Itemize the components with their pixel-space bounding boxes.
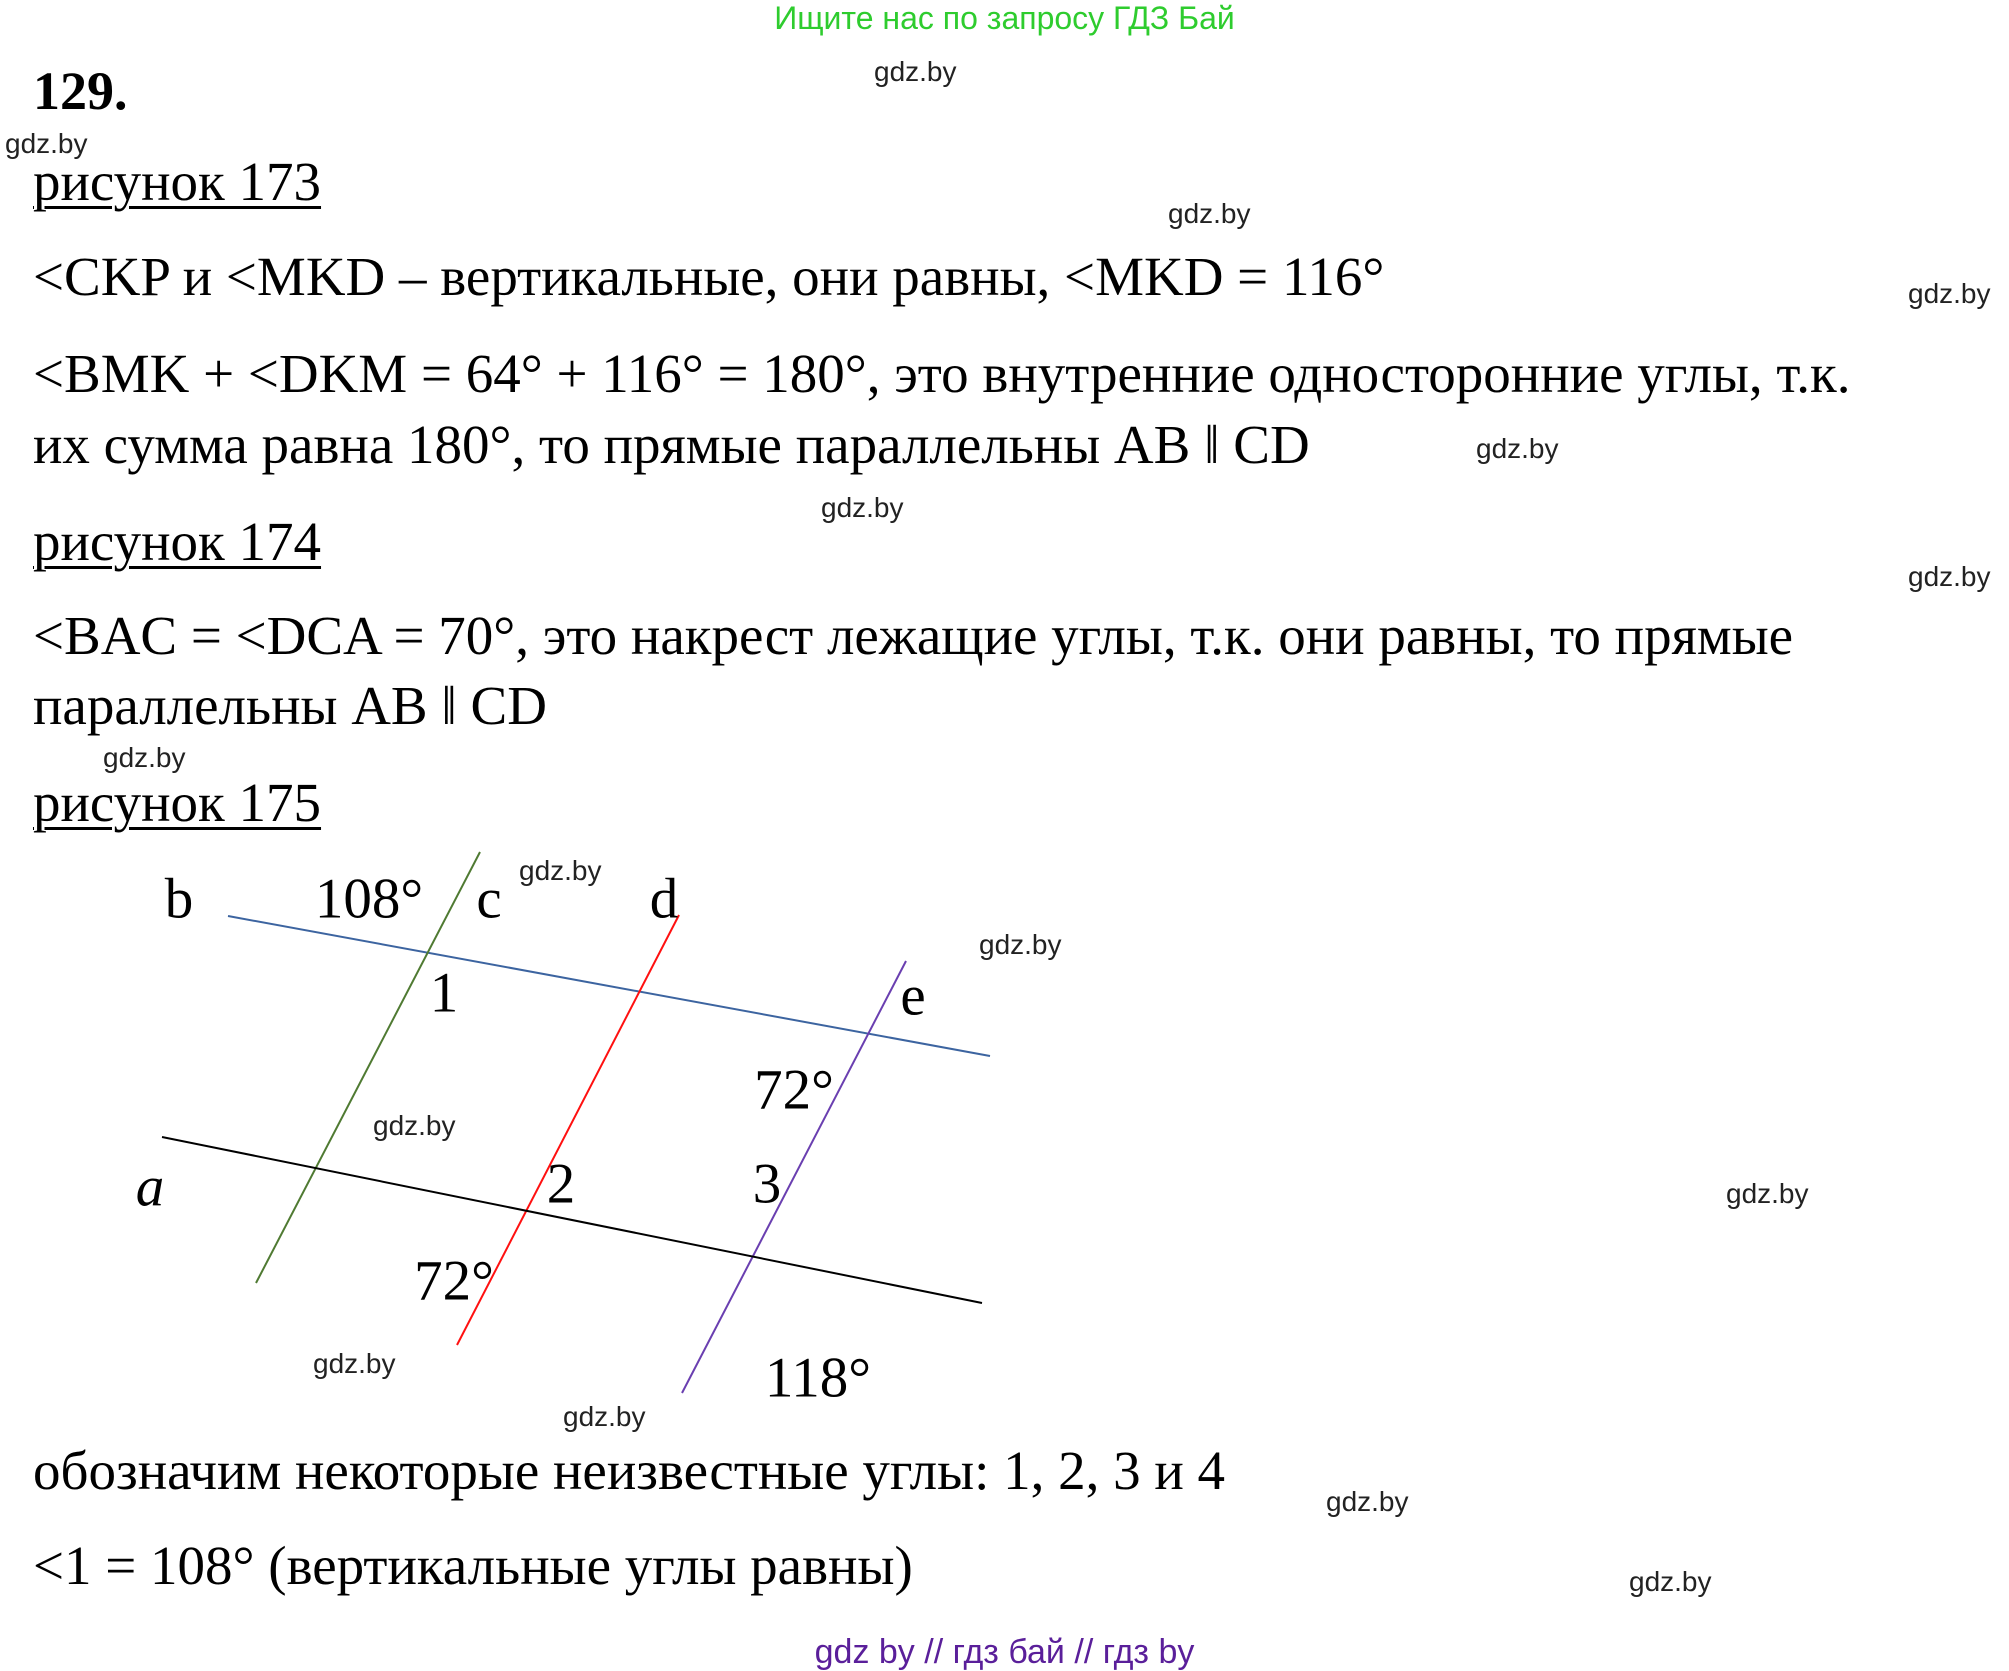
angle-72-upper: 72° (754, 1058, 834, 1122)
watermark: gdz.by (979, 929, 1062, 960)
angle-3: 3 (752, 1152, 782, 1216)
label-e: e (900, 964, 926, 1028)
task-number: 129. (33, 61, 128, 121)
text-line: параллельны AB ‖ CD (33, 675, 547, 736)
label-d: d (649, 867, 679, 931)
line-e (682, 961, 906, 1393)
angle-2: 2 (546, 1152, 576, 1216)
angle-72-lower: 72° (414, 1249, 494, 1313)
watermark: gdz.by (1168, 198, 1251, 229)
watermark: gdz.by (1476, 433, 1559, 464)
footer-links[interactable]: gdz by // гдз бай // гдз by (814, 1633, 1195, 1671)
watermark: gdz.by (1908, 561, 1991, 592)
watermark: gdz.by (1629, 1566, 1712, 1597)
text-line: <BMK + <DKM = 64° + 116° = 180°, это внутренние односторонние углы, т.к. (33, 343, 1851, 404)
watermark: gdz.by (103, 742, 186, 773)
watermark: gdz.by (874, 56, 957, 87)
watermark: gdz.by (313, 1348, 396, 1379)
search-banner[interactable]: Ищите нас по запросу ГДЗ Бай (774, 0, 1235, 36)
text-line: <CKP и <MKD – вертикальные, они равны, <MKD = 116° (33, 246, 1385, 307)
text-line: <BAC = <DCA = 70°, это накрест лежащие углы, т.к. они равны, то прямые (33, 605, 1794, 666)
text-line: <1 = 108° (вертикальные углы равны) (33, 1535, 913, 1596)
heading-figure-173: рисунок 173 (33, 151, 322, 212)
watermark: gdz.by (1326, 1486, 1409, 1517)
watermark: gdz.by (5, 128, 88, 159)
angle-1: 1 (429, 961, 459, 1025)
label-a: a (135, 1155, 165, 1219)
heading-figure-174: рисунок 174 (33, 511, 322, 572)
watermark: gdz.by (519, 855, 602, 886)
angle-118: 118° (764, 1346, 872, 1410)
watermark: gdz.by (1908, 278, 1991, 309)
watermark: gdz.by (1726, 1178, 1809, 1209)
label-c: c (476, 867, 502, 931)
text-line: обозначим некоторые неизвестные углы: 1, 2, 3 и 4 (33, 1440, 1226, 1501)
watermark: gdz.by (821, 492, 904, 523)
watermark: gdz.by (373, 1110, 456, 1141)
heading-figure-175: рисунок 175 (33, 772, 322, 833)
angle-108: 108° (314, 867, 424, 931)
text-line: их сумма равна 180°, то прямые параллельны AB ‖ CD (33, 414, 1310, 475)
line-b (228, 916, 990, 1056)
watermark: gdz.by (563, 1401, 646, 1432)
label-b: b (164, 867, 194, 931)
